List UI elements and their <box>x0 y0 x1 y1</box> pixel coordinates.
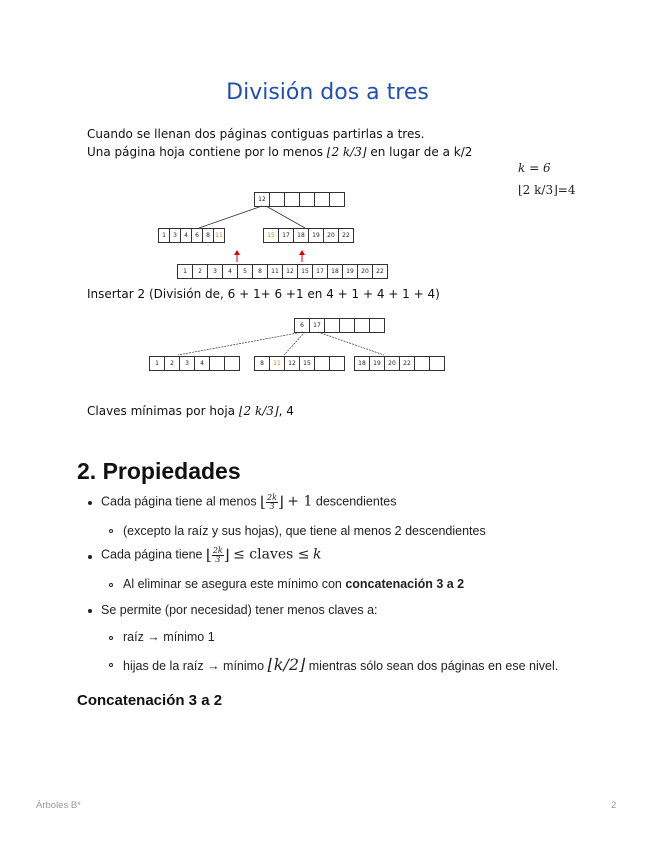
key-cell: 20 <box>357 264 373 279</box>
key-cell: 1 <box>158 228 170 243</box>
key-cell: 11 <box>213 228 225 243</box>
key-cell: 6 <box>191 228 203 243</box>
key-cell: 3 <box>207 264 223 279</box>
floor-open: ⌊ <box>205 546 212 564</box>
min-keys-math: ⌊2 k/3⌋ <box>238 404 279 418</box>
key-cell <box>329 192 345 207</box>
page-number: 2 <box>611 800 617 811</box>
bullet-dot <box>88 555 92 559</box>
section-heading: 2. Propiedades <box>77 458 241 484</box>
bullet-3-sub-2-math: ⌊k/2⌋ <box>267 655 306 674</box>
key-cell: 15 <box>299 356 315 371</box>
key-cell: 8 <box>252 264 268 279</box>
key-cell <box>209 356 225 371</box>
tree1-right-leaf <box>263 228 354 243</box>
sub-bullet-ring <box>109 529 113 533</box>
key-cell: 3 <box>169 228 181 243</box>
min-keys-post: , 4 <box>278 404 294 418</box>
key-cell: 1 <box>177 264 193 279</box>
bullet-3-sub-2-pre: hijas de la raíz → mínimo <box>123 659 265 673</box>
key-cell: 12 <box>284 356 300 371</box>
tree2-leaf-3 <box>354 356 445 371</box>
bullet-1-post: descendientes <box>315 494 397 509</box>
fraction-2k-3: $\frac{2k}{3}$ <box>267 492 277 511</box>
tree2-edge-1 <box>178 332 303 355</box>
split-arrow-right-head <box>299 250 305 255</box>
tree2-leaf-1 <box>149 356 240 371</box>
tree2-edge-3 <box>318 332 384 355</box>
key-cell: 5 <box>237 264 253 279</box>
subheading-concatenacion: Concatenación 3 a 2 <box>77 692 223 709</box>
key-cell <box>354 318 370 333</box>
key-cell: 20 <box>384 356 400 371</box>
key-cell: 18 <box>293 228 309 243</box>
slide-line-2-post: en lugar de a k/2 <box>366 145 473 159</box>
sub-bullet-ring <box>109 583 113 587</box>
tree1-edge-right <box>266 206 305 228</box>
tree2-edge-2 <box>284 332 305 355</box>
key-cell: 2 <box>164 356 180 371</box>
key-cell: 22 <box>372 264 388 279</box>
key-cell: 18 <box>327 264 343 279</box>
bullet-3: Se permite (por necesidad) tener menos claves a: <box>101 603 378 617</box>
key-cell <box>429 356 445 371</box>
floor-close: ⌋ <box>277 493 284 511</box>
key-cell: 6 <box>294 318 310 333</box>
key-cell: 3 <box>179 356 195 371</box>
bullet-1-sub: (excepto la raíz y sus hojas), que tiene al menos 2 descendientes <box>123 524 486 538</box>
key-cell: 8 <box>202 228 214 243</box>
key-cell: 19 <box>369 356 385 371</box>
key-cell <box>314 356 330 371</box>
key-cell <box>224 356 240 371</box>
bullet-3-sub-1: raíz → mínimo 1 <box>123 630 215 644</box>
key-cell: 1 <box>149 356 165 371</box>
tree2-root-page <box>294 318 385 333</box>
fraction-2k-3: $\frac{2k}{3}$ <box>212 545 223 564</box>
floor-open: ⌊ <box>260 493 267 511</box>
key-cell: 17 <box>312 264 328 279</box>
key-cell <box>414 356 430 371</box>
key-cell: 19 <box>342 264 358 279</box>
key-cell: 4 <box>180 228 192 243</box>
tree1-root-page <box>254 192 345 207</box>
bullet-3-sub-2-post: mientras sólo sean dos páginas en ese nivel. <box>308 659 559 673</box>
sub-bullet-ring <box>109 636 113 640</box>
bullet-2-sub-pre: Al eliminar se asegura este mínimo con <box>123 577 346 591</box>
bullet-2-k: k <box>313 546 322 563</box>
bullet-1-pre: Cada página tiene al menos <box>101 494 257 509</box>
key-cell: 12 <box>282 264 298 279</box>
slide-line-2-pre: Una página hoja contiene por lo menos <box>87 145 327 159</box>
tree2-leaf-2 <box>254 356 345 371</box>
key-cell <box>299 192 315 207</box>
tree1-edge-left <box>199 206 262 228</box>
k-value: k = 6 <box>518 161 551 175</box>
slide-line-1: Cuando se llenan dos páginas contiguas partirlas a tres. <box>87 127 425 141</box>
key-cell: 22 <box>338 228 354 243</box>
bullet-1-plus: + 1 <box>287 493 313 510</box>
key-cell: 2 <box>192 264 208 279</box>
tree1-left-leaf <box>158 228 225 243</box>
key-cell: 19 <box>308 228 324 243</box>
bullet-2-sub-bold: concatenación 3 a 2 <box>345 577 465 591</box>
min-keys-text <box>87 404 294 418</box>
min-keys-pre: Claves mínimas por hoja <box>87 404 239 418</box>
tree1-merged-page <box>177 264 388 279</box>
key-cell <box>339 318 355 333</box>
key-cell <box>369 318 385 333</box>
bullet-2-pre: Cada página tiene <box>101 547 203 562</box>
bullet-dot <box>88 609 92 613</box>
key-cell <box>314 192 330 207</box>
sub-bullet-ring <box>109 663 113 667</box>
slide-line-2-math: ⌊2 k/3⌋ <box>326 145 367 159</box>
key-cell: 22 <box>399 356 415 371</box>
bullet-1 <box>101 493 397 511</box>
key-cell: 8 <box>254 356 270 371</box>
key-cell <box>324 318 340 333</box>
bullet-2 <box>101 546 321 564</box>
key-cell: 20 <box>323 228 339 243</box>
key-cell: 4 <box>222 264 238 279</box>
bullet-3-sub-2 <box>123 655 558 674</box>
key-cell <box>269 192 285 207</box>
key-cell <box>284 192 300 207</box>
footer-title: Árboles B* <box>36 800 81 811</box>
floor-close: ⌋ <box>223 546 230 564</box>
key-cell: 15 <box>297 264 313 279</box>
key-cell: 15 <box>263 228 279 243</box>
bullet-2-math: ≤ claves ≤ <box>233 546 310 563</box>
key-cell: 11 <box>267 264 283 279</box>
key-cell: 18 <box>354 356 370 371</box>
k-formula: ⌊2 k/3⌋=4 <box>518 183 576 197</box>
key-cell: 4 <box>194 356 210 371</box>
bullet-dot <box>88 501 92 505</box>
insert-text: Insertar 2 (División de, 6 + 1+ 6 +1 en 4 + 1 + 4 + 1 + 4) <box>87 287 440 301</box>
key-cell: 17 <box>309 318 325 333</box>
key-cell: 11 <box>269 356 285 371</box>
key-cell: 12 <box>254 192 270 207</box>
split-arrow-left-head <box>234 250 240 255</box>
key-cell: 17 <box>278 228 294 243</box>
key-cell <box>329 356 345 371</box>
slide-title: División dos a tres <box>226 80 429 105</box>
bullet-2-sub <box>123 577 464 591</box>
